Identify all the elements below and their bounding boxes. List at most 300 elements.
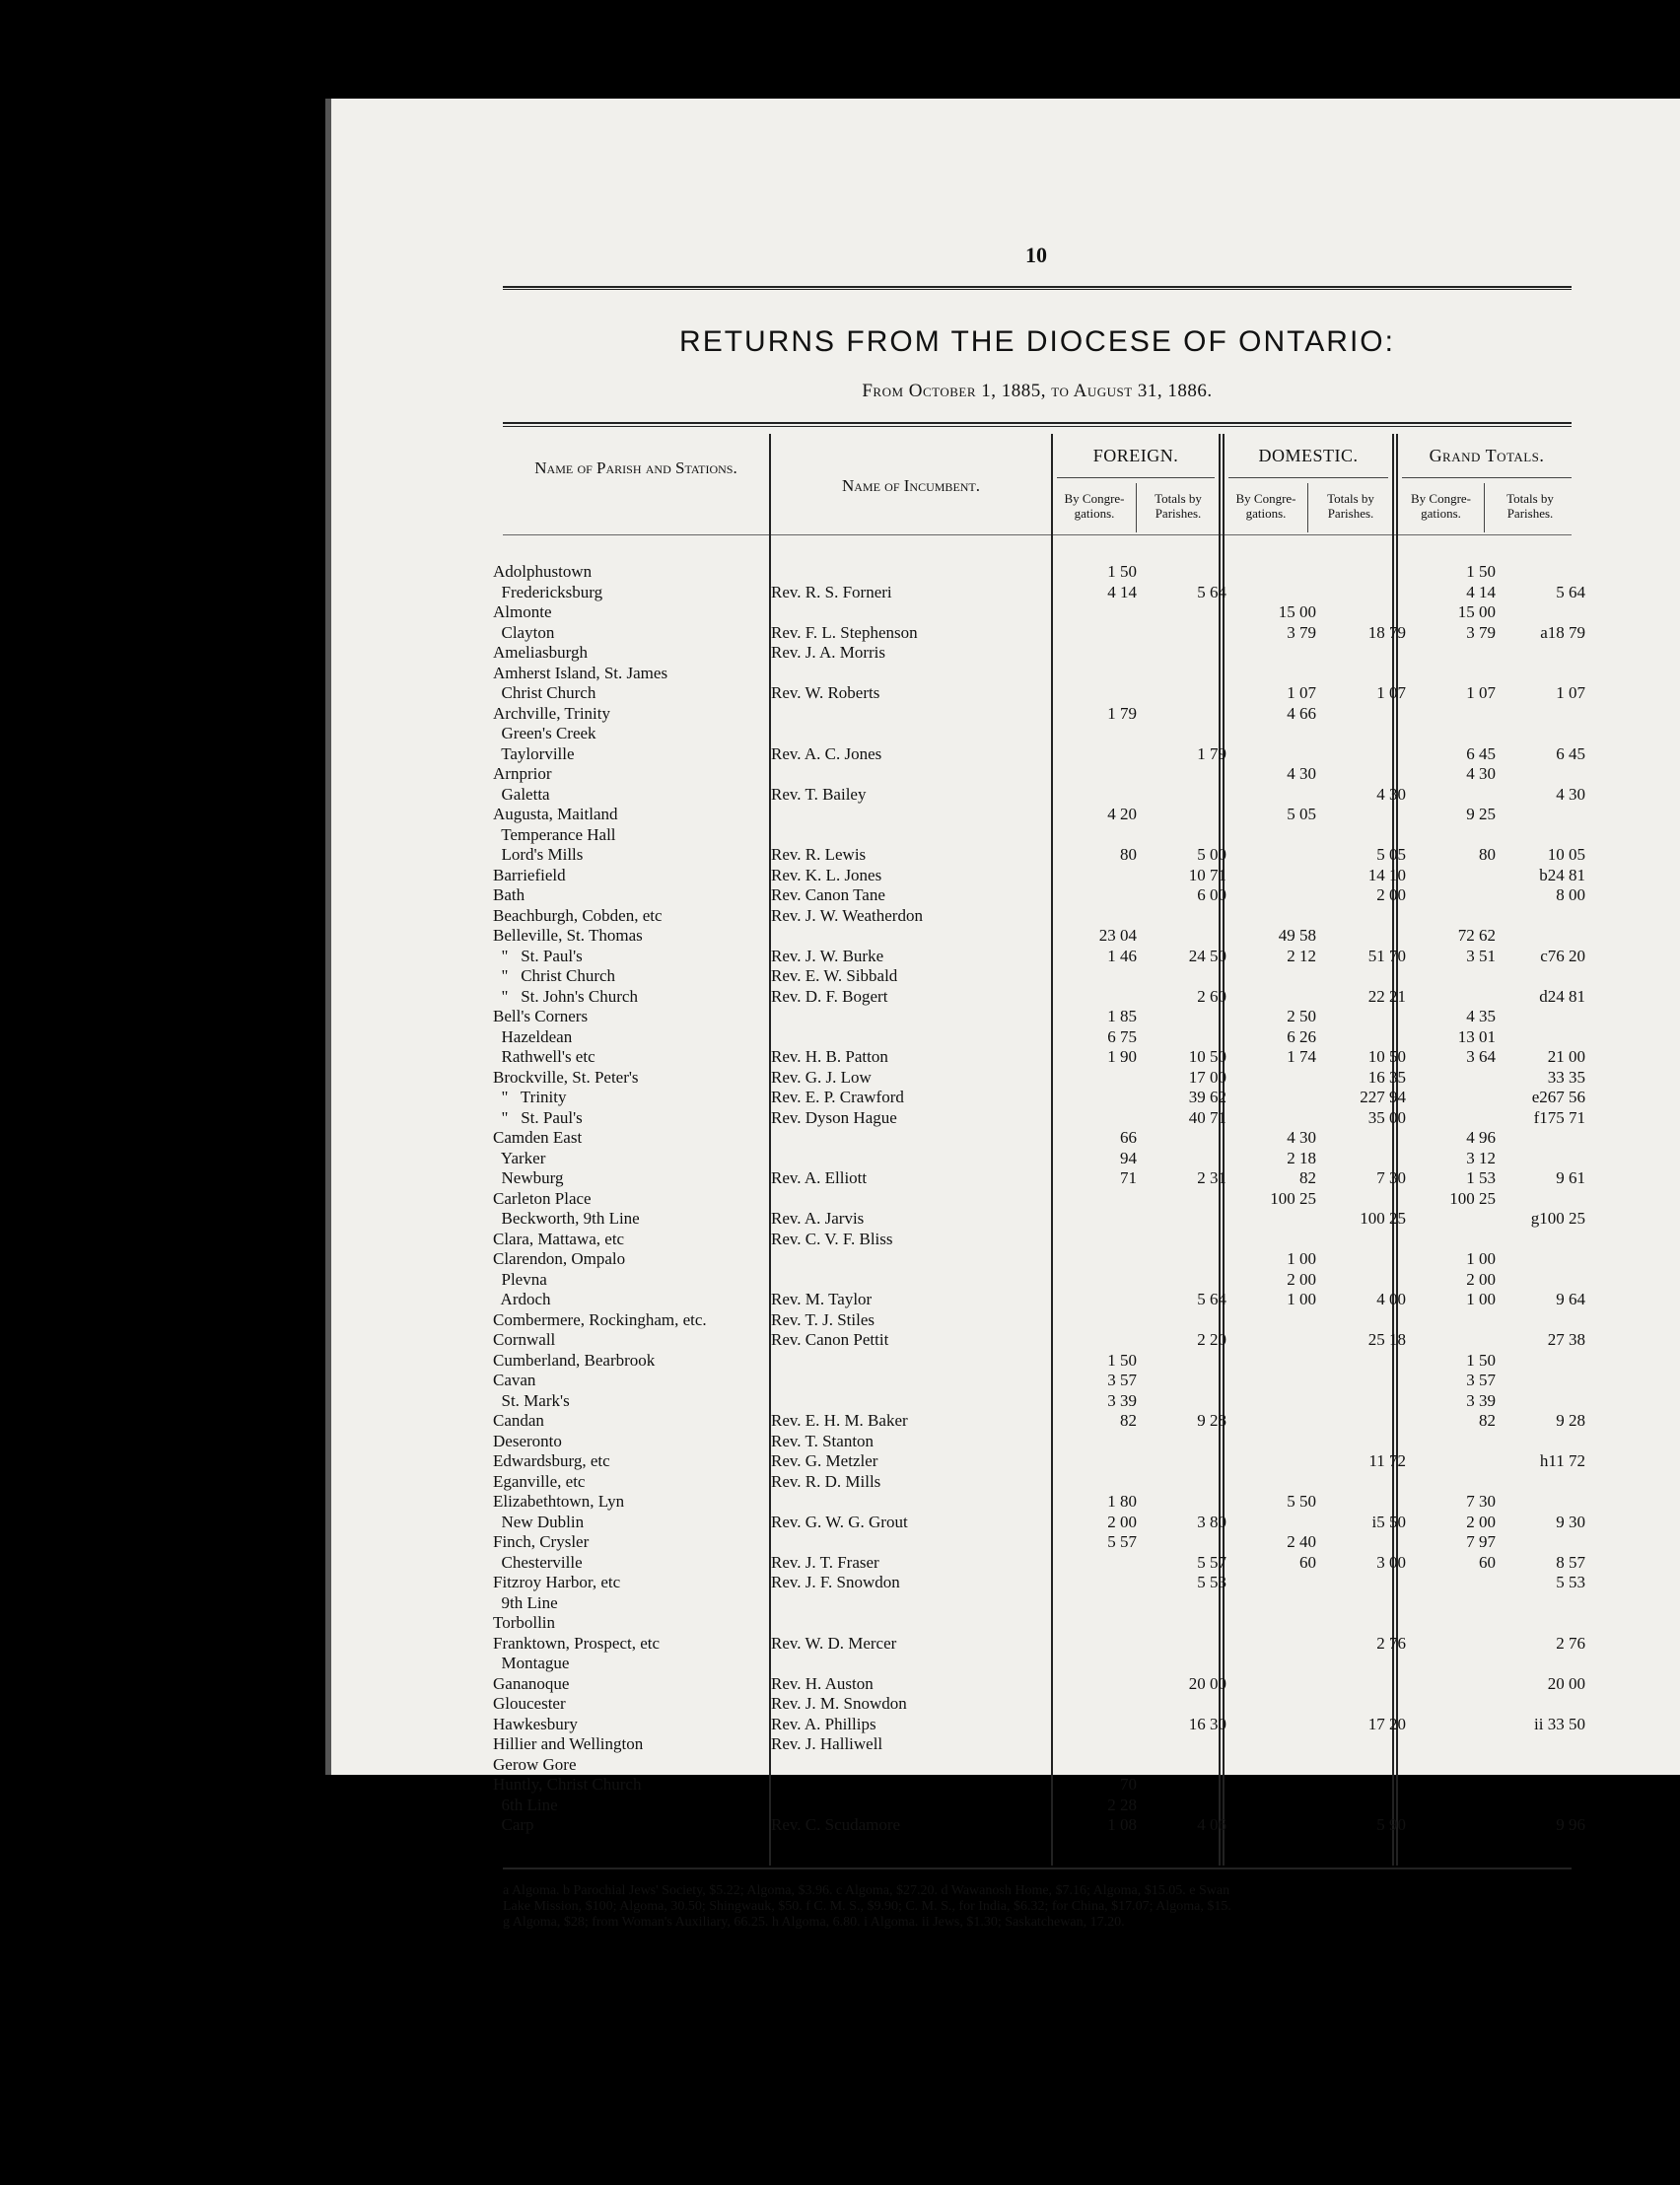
- foreign-by-congregation-cell: 1 50: [1107, 562, 1137, 581]
- table-row: [493, 1674, 1591, 1695]
- domestic-total-cell: [1322, 1371, 1412, 1391]
- parish-name-cell: " Christ Church: [493, 966, 616, 985]
- domestic-total-cell: [1322, 1411, 1412, 1432]
- incumbent-name-cell: Rev. T. J. Stiles: [771, 1309, 875, 1329]
- domestic-total-cell: 35 00: [1367, 1107, 1406, 1127]
- parish-name-cell: Carp: [493, 1815, 534, 1834]
- parish-name-cell: Finch, Crysler: [493, 1532, 590, 1551]
- grand-by-congregation-cell: [1412, 1209, 1502, 1230]
- parish-name-cell: 9th Line: [493, 1592, 558, 1612]
- incumbent-name-cell: [767, 1189, 1053, 1210]
- grand-total-cell: [1502, 906, 1591, 927]
- foreign-by-congregation-cell: [1053, 1755, 1143, 1776]
- incumbent-name-cell: [767, 1351, 1053, 1372]
- domestic-total-cell: 7 30: [1376, 1168, 1406, 1187]
- grand-total-cell: 1 07: [1556, 683, 1585, 702]
- grand-total-cell: [1502, 1230, 1591, 1250]
- grand-total-cell: 4 30: [1556, 784, 1585, 804]
- domestic-total-cell: 17 20: [1367, 1714, 1406, 1733]
- table-row: [493, 1553, 1591, 1574]
- table-row: [493, 785, 1591, 806]
- incumbent-name-cell: [767, 1796, 1053, 1816]
- table-row: [493, 1047, 1591, 1068]
- header-incumbent: Name of Incumbent.: [841, 476, 981, 495]
- grand-total-cell: [1502, 1007, 1591, 1027]
- domestic-total-cell: [1322, 562, 1412, 583]
- grand-total-cell: [1502, 1128, 1591, 1149]
- parish-name-cell: Lord's Mills: [493, 845, 584, 864]
- foreign-by-congregation-cell: 80: [1120, 845, 1137, 864]
- grand-by-congregation-cell: [1412, 1230, 1502, 1250]
- foreign-total-cell: [1143, 1492, 1232, 1513]
- grand-by-congregation-cell: [1412, 724, 1502, 744]
- domestic-total-cell: [1322, 1432, 1412, 1452]
- grand-by-congregation-cell: 1 07: [1466, 683, 1496, 702]
- incumbent-name-cell: Rev. A. Jarvis: [771, 1209, 865, 1228]
- foreign-total-cell: 1 79: [1197, 743, 1226, 763]
- foreign-by-congregation-cell: 6 75: [1107, 1026, 1137, 1046]
- parish-name-cell: Elizabethtown, Lyn: [493, 1492, 625, 1511]
- domestic-total-cell: 2 00: [1376, 885, 1406, 904]
- domestic-by-congregation-cell: [1232, 643, 1322, 664]
- foreign-total-cell: [1143, 1634, 1232, 1655]
- table-row: [493, 987, 1591, 1008]
- grand-by-congregation-cell: [1412, 825, 1502, 846]
- grand-total-cell: [1502, 1149, 1591, 1169]
- domestic-by-congregation-cell: [1232, 1209, 1322, 1230]
- foreign-total-cell: 5 64: [1197, 582, 1226, 601]
- foreign-by-congregation-cell: 66: [1120, 1128, 1137, 1147]
- grand-total-cell: [1502, 602, 1591, 623]
- header-foreign-totals: Totals by Parishes.: [1155, 491, 1202, 521]
- foreign-by-congregation-cell: [1053, 1634, 1143, 1655]
- domestic-by-congregation-cell: [1232, 1593, 1322, 1614]
- foreign-by-congregation-cell: 70: [1120, 1775, 1137, 1794]
- foreign-total-cell: [1143, 1371, 1232, 1391]
- grand-total-cell: g100 25: [1530, 1209, 1585, 1228]
- domestic-total-cell: [1322, 704, 1412, 725]
- domestic-total-cell: 16 35: [1367, 1067, 1406, 1087]
- parish-name-cell: Cavan: [493, 1371, 536, 1389]
- incumbent-name-cell: Rev. T. Stanton: [771, 1431, 875, 1450]
- foreign-total-cell: 17 00: [1188, 1067, 1226, 1087]
- incumbent-name-cell: [767, 1775, 1053, 1796]
- domestic-total-cell: [1322, 724, 1412, 744]
- foreign-by-congregation-cell: [1053, 1189, 1143, 1210]
- domestic-total-cell: [1322, 1027, 1412, 1048]
- foreign-total-cell: 24 50: [1188, 946, 1226, 965]
- incumbent-name-cell: [767, 1007, 1053, 1027]
- domestic-by-congregation-cell: [1232, 1108, 1322, 1129]
- grand-by-congregation-cell: 9 25: [1466, 805, 1496, 823]
- incumbent-name-cell: Rev. F. L. Stephenson: [771, 622, 918, 642]
- foreign-total-cell: [1143, 1128, 1232, 1149]
- domestic-by-congregation-cell: [1232, 1755, 1322, 1776]
- grand-by-congregation-cell: 4 30: [1466, 764, 1496, 783]
- table-row: [493, 885, 1591, 906]
- domestic-by-congregation-cell: [1232, 1230, 1322, 1250]
- incumbent-name-cell: Rev. W. Roberts: [771, 683, 880, 702]
- header-domestic-totals: Totals by Parishes.: [1327, 491, 1374, 521]
- foreign-total-cell: [1143, 1734, 1232, 1755]
- page-number: 10: [1025, 243, 1047, 267]
- domestic-by-congregation-cell: [1232, 1411, 1322, 1432]
- incumbent-name-cell: Rev. C. Scudamore: [771, 1815, 901, 1834]
- grand-by-congregation-cell: [1412, 1694, 1502, 1715]
- incumbent-name-cell: Rev. H. B. Patton: [771, 1047, 888, 1066]
- grand-by-congregation-cell: [1412, 643, 1502, 664]
- table-row: [493, 764, 1591, 785]
- foreign-by-congregation-cell: [1053, 1330, 1143, 1351]
- foreign-total-cell: [1143, 785, 1232, 806]
- domestic-total-cell: 22 21: [1367, 986, 1406, 1006]
- parish-name-cell: Belleville, St. Thomas: [493, 926, 643, 945]
- foreign-by-congregation-cell: [1053, 1553, 1143, 1574]
- foreign-by-congregation-cell: [1053, 1310, 1143, 1331]
- table-row: [493, 1330, 1591, 1351]
- incumbent-name-cell: [767, 1371, 1053, 1391]
- domestic-by-congregation-cell: [1232, 1573, 1322, 1593]
- domestic-total-cell: 18 79: [1367, 622, 1406, 642]
- grand-by-congregation-cell: 1 00: [1466, 1249, 1496, 1268]
- domestic-total-cell: 51 70: [1367, 946, 1406, 965]
- foreign-total-cell: [1143, 906, 1232, 927]
- foreign-total-cell: [1143, 1149, 1232, 1169]
- foreign-total-cell: [1143, 1613, 1232, 1634]
- domestic-total-cell: i5 50: [1371, 1512, 1406, 1531]
- table-row: [493, 1168, 1591, 1189]
- incumbent-name-cell: Rev. J. A. Morris: [771, 643, 886, 662]
- foreign-by-congregation-cell: 1 50: [1107, 1350, 1137, 1370]
- parish-name-cell: Fitzroy Harbor, etc: [493, 1573, 621, 1591]
- grand-by-congregation-cell: [1412, 1310, 1502, 1331]
- domestic-by-congregation-cell: [1232, 1371, 1322, 1391]
- grand-by-congregation-cell: [1412, 1654, 1502, 1674]
- foreign-by-congregation-cell: [1053, 623, 1143, 644]
- table-row: [493, 1290, 1591, 1310]
- foreign-by-congregation-cell: 5 57: [1107, 1532, 1137, 1551]
- parish-name-cell: Hawkesbury: [493, 1714, 578, 1733]
- table-row: [493, 1815, 1591, 1836]
- grand-by-congregation-cell: [1412, 664, 1502, 684]
- incumbent-name-cell: Rev. J. Halliwell: [771, 1734, 883, 1753]
- parish-name-cell: Franktown, Prospect, etc: [493, 1633, 661, 1653]
- incumbent-name-cell: Rev. Canon Pettit: [771, 1330, 889, 1349]
- domestic-by-congregation-cell: [1232, 583, 1322, 603]
- domestic-by-congregation-cell: [1232, 785, 1322, 806]
- domestic-total-cell: 14 10: [1367, 865, 1406, 884]
- grand-by-congregation-cell: 6 45: [1466, 743, 1496, 763]
- parish-name-cell: Temperance Hall: [493, 824, 616, 844]
- domestic-total-cell: 3 00: [1376, 1552, 1406, 1572]
- incumbent-name-cell: Rev. Canon Tane: [771, 885, 885, 904]
- table-row: [493, 1775, 1591, 1796]
- incumbent-name-cell: Rev. R. S. Forneri: [771, 582, 892, 601]
- domestic-total-cell: [1322, 1351, 1412, 1372]
- grand-by-congregation-cell: [1412, 1755, 1502, 1776]
- incumbent-name-cell: Rev. G. J. Low: [771, 1067, 872, 1087]
- domestic-by-congregation-cell: 2 18: [1287, 1148, 1316, 1167]
- incumbent-name-cell: Rev. J. W. Burke: [771, 946, 884, 965]
- foreign-total-cell: [1143, 1532, 1232, 1553]
- grand-total-cell: a18 79: [1540, 622, 1585, 642]
- grand-total-cell: 33 35: [1547, 1067, 1585, 1087]
- grand-total-cell: e267 56: [1531, 1088, 1585, 1106]
- domestic-by-congregation-cell: [1232, 664, 1322, 684]
- grand-total-cell: 9 64: [1556, 1290, 1585, 1308]
- table-row: [493, 1108, 1591, 1129]
- foreign-total-cell: [1143, 623, 1232, 644]
- domestic-total-cell: [1322, 926, 1412, 947]
- footnote-line: Lake Mission, $100; Algoma, 30.50; Shingwauk, $50. f C. M. S., $9.90; C. M. S., for India, $6.32; for China, $17.07; Algoma, $15.: [503, 1899, 1231, 1914]
- grand-by-congregation-cell: 1 50: [1466, 1350, 1496, 1370]
- foreign-by-congregation-cell: 3 39: [1107, 1390, 1137, 1410]
- parish-name-cell: Montague: [493, 1654, 570, 1672]
- domestic-total-cell: [1322, 1593, 1412, 1614]
- foreign-by-congregation-cell: [1053, 683, 1143, 704]
- top-rule-thin: [503, 289, 1572, 290]
- foreign-total-cell: 40 71: [1188, 1107, 1226, 1127]
- foreign-by-congregation-cell: 2 00: [1107, 1512, 1137, 1531]
- table-row: [493, 906, 1591, 927]
- grand-total-cell: 8 00: [1556, 885, 1585, 904]
- table-row: [493, 1411, 1591, 1432]
- domestic-by-congregation-cell: 2 12: [1287, 946, 1316, 965]
- foreign-by-congregation-cell: [1053, 1209, 1143, 1230]
- domestic-by-congregation-cell: 15 00: [1278, 602, 1316, 621]
- incumbent-name-cell: Rev. E. H. M. Baker: [771, 1411, 908, 1430]
- foreign-total-cell: [1143, 683, 1232, 704]
- table-row: [493, 562, 1591, 583]
- domestic-total-cell: [1322, 825, 1412, 846]
- table-row: [493, 683, 1591, 704]
- foreign-total-cell: [1143, 926, 1232, 947]
- foreign-total-cell: [1143, 1755, 1232, 1776]
- grand-total-cell: [1502, 1371, 1591, 1391]
- foreign-total-cell: [1143, 1472, 1232, 1493]
- domestic-by-congregation-cell: 2 50: [1287, 1007, 1316, 1025]
- grand-total-cell: [1502, 643, 1591, 664]
- domestic-total-cell: [1322, 1007, 1412, 1027]
- domestic-total-cell: [1322, 744, 1412, 765]
- foreign-by-congregation-cell: [1053, 987, 1143, 1008]
- grand-by-congregation-cell: [1412, 1088, 1502, 1108]
- domestic-by-congregation-cell: [1232, 1088, 1322, 1108]
- foreign-total-cell: 10 71: [1188, 865, 1226, 884]
- incumbent-name-cell: Rev. A. Elliott: [771, 1168, 868, 1187]
- incumbent-name-cell: [767, 704, 1053, 725]
- foreign-by-congregation-cell: [1053, 1613, 1143, 1634]
- foreign-total-cell: [1143, 805, 1232, 825]
- incumbent-name-cell: Rev. W. D. Mercer: [771, 1633, 897, 1653]
- table-row: [493, 704, 1591, 725]
- grand-total-cell: [1502, 825, 1591, 846]
- footnotes: [503, 1883, 1577, 1931]
- incumbent-name-cell: Rev. K. L. Jones: [771, 865, 882, 884]
- foreign-total-cell: [1143, 1310, 1232, 1331]
- domestic-total-cell: [1322, 1492, 1412, 1513]
- domestic-by-congregation-cell: [1232, 724, 1322, 744]
- grand-total-cell: [1502, 1432, 1591, 1452]
- incumbent-name-cell: Rev. R. D. Mills: [771, 1471, 881, 1491]
- foreign-total-cell: [1143, 1654, 1232, 1674]
- domestic-by-congregation-cell: [1232, 1674, 1322, 1695]
- grand-by-congregation-cell: [1412, 885, 1502, 906]
- domestic-total-cell: [1322, 1249, 1412, 1270]
- domestic-total-cell: [1322, 1674, 1412, 1695]
- parish-name-cell: Amherst Island, St. James: [493, 663, 668, 682]
- domestic-total-cell: [1322, 1149, 1412, 1169]
- table-row: [493, 1451, 1591, 1472]
- domestic-by-congregation-cell: [1232, 1815, 1322, 1836]
- grand-by-congregation-cell: [1412, 987, 1502, 1008]
- domestic-by-congregation-cell: 1 00: [1287, 1249, 1316, 1268]
- grand-total-cell: [1502, 1613, 1591, 1634]
- table-row: [493, 1249, 1591, 1270]
- foreign-total-cell: [1143, 1432, 1232, 1452]
- incumbent-name-cell: [767, 602, 1053, 623]
- domestic-total-cell: [1322, 1734, 1412, 1755]
- domestic-total-cell: 4 00: [1376, 1290, 1406, 1308]
- grand-total-cell: ii 33 50: [1534, 1714, 1585, 1733]
- foreign-total-cell: [1143, 1593, 1232, 1614]
- incumbent-name-cell: Rev. R. Lewis: [771, 845, 867, 864]
- foreign-by-congregation-cell: 4 14: [1107, 582, 1137, 601]
- foreign-total-cell: [1143, 764, 1232, 785]
- parish-name-cell: Bell's Corners: [493, 1007, 589, 1025]
- domestic-total-cell: [1322, 1654, 1412, 1674]
- parish-name-cell: Candan: [493, 1411, 544, 1430]
- foreign-by-congregation-cell: 1 08: [1107, 1815, 1137, 1834]
- parish-name-cell: Ameliasburgh: [493, 643, 589, 662]
- grand-by-congregation-cell: 3 57: [1466, 1371, 1496, 1389]
- foreign-by-congregation-cell: [1053, 785, 1143, 806]
- domestic-total-cell: [1322, 1532, 1412, 1553]
- foreign-total-cell: [1143, 602, 1232, 623]
- parish-name-cell: Archville, Trinity: [493, 703, 611, 723]
- domestic-total-cell: [1322, 1230, 1412, 1250]
- domestic-total-cell: [1322, 1573, 1412, 1593]
- domestic-by-congregation-cell: [1232, 1513, 1322, 1533]
- incumbent-name-cell: [767, 724, 1053, 744]
- incumbent-name-cell: Rev. A. C. Jones: [771, 743, 882, 763]
- grand-by-congregation-cell: [1412, 1815, 1502, 1836]
- grand-total-cell: [1502, 1249, 1591, 1270]
- foreign-by-congregation-cell: [1053, 1654, 1143, 1674]
- domestic-by-congregation-cell: [1232, 1068, 1322, 1089]
- domestic-by-congregation-cell: 5 50: [1287, 1492, 1316, 1511]
- incumbent-name-cell: [767, 664, 1053, 684]
- domestic-by-congregation-cell: 1 00: [1287, 1290, 1316, 1308]
- grand-by-congregation-cell: 1 53: [1466, 1168, 1496, 1187]
- grand-total-cell: [1502, 1654, 1591, 1674]
- incumbent-name-cell: Rev. H. Auston: [771, 1673, 874, 1693]
- domestic-by-congregation-cell: [1232, 1654, 1322, 1674]
- grand-by-congregation-cell: [1412, 1613, 1502, 1634]
- parish-name-cell: Clayton: [493, 622, 555, 642]
- incumbent-name-cell: Rev. G. W. G. Grout: [771, 1512, 908, 1531]
- domestic-by-congregation-cell: 5 05: [1287, 805, 1316, 823]
- table-row: [493, 1593, 1591, 1614]
- parish-name-cell: Cumberland, Bearbrook: [493, 1350, 656, 1370]
- table-row: [493, 805, 1591, 825]
- grand-total-cell: [1502, 1532, 1591, 1553]
- header-domestic: DOMESTIC.: [1258, 446, 1359, 465]
- foreign-total-cell: [1143, 1775, 1232, 1796]
- parish-name-cell: " St. John's Church: [493, 986, 638, 1006]
- table-row: [493, 602, 1591, 623]
- grand-total-cell: [1502, 704, 1591, 725]
- foreign-total-cell: 2 31: [1197, 1168, 1226, 1187]
- grand-by-congregation-cell: [1412, 1573, 1502, 1593]
- incumbent-name-cell: Rev. J. M. Snowdon: [771, 1694, 907, 1713]
- grand-by-congregation-cell: 4 96: [1466, 1128, 1496, 1147]
- incumbent-name-cell: [767, 1755, 1053, 1776]
- domestic-by-congregation-cell: 2 40: [1287, 1532, 1316, 1551]
- grand-by-congregation-cell: [1412, 1674, 1502, 1695]
- table-row: [493, 1371, 1591, 1391]
- domestic-total-cell: [1322, 1270, 1412, 1291]
- incumbent-name-cell: [767, 805, 1053, 825]
- foreign-by-congregation-cell: [1053, 1674, 1143, 1695]
- table-row: [493, 1755, 1591, 1776]
- grand-total-cell: 9 61: [1556, 1168, 1585, 1187]
- foreign-total-cell: [1143, 1351, 1232, 1372]
- domestic-by-congregation-cell: [1232, 845, 1322, 866]
- table-row: [493, 1270, 1591, 1291]
- grand-underline: [1402, 477, 1572, 478]
- header-domestic-by-congregations: By Congre-gations.: [1235, 491, 1296, 521]
- grand-total-cell: b24 81: [1539, 865, 1585, 884]
- foreign-by-congregation-cell: [1053, 1290, 1143, 1310]
- domestic-by-congregation-cell: [1232, 1330, 1322, 1351]
- table-row: [493, 1351, 1591, 1372]
- grand-by-congregation-cell: 7 30: [1466, 1492, 1496, 1511]
- grand-by-congregation-cell: 7 97: [1466, 1532, 1496, 1551]
- incumbent-name-cell: [767, 1492, 1053, 1513]
- table-row: [493, 1734, 1591, 1755]
- domestic-by-congregation-cell: 100 25: [1270, 1188, 1316, 1208]
- domestic-total-cell: 5 05: [1376, 845, 1406, 864]
- foreign-total-cell: 16 30: [1188, 1714, 1226, 1733]
- domestic-total-cell: 1 07: [1376, 683, 1406, 702]
- incumbent-name-cell: Rev. T. Bailey: [771, 784, 867, 804]
- foreign-by-congregation-cell: 1 80: [1107, 1492, 1137, 1511]
- foreign-total-cell: [1143, 1027, 1232, 1048]
- foreign-total-cell: [1143, 966, 1232, 987]
- domestic-by-congregation-cell: [1232, 1715, 1322, 1735]
- parish-name-cell: Plevna: [493, 1269, 547, 1289]
- grand-by-congregation-cell: [1412, 1775, 1502, 1796]
- foreign-total-cell: 5 00: [1197, 845, 1226, 864]
- parish-name-cell: Beckworth, 9th Line: [493, 1209, 640, 1228]
- parish-name-cell: Arnprior: [493, 764, 552, 783]
- foreign-by-congregation-cell: 71: [1120, 1168, 1137, 1187]
- grand-by-congregation-cell: 4 14: [1466, 582, 1496, 601]
- table-row: [493, 1694, 1591, 1715]
- foreign-total-cell: 5 64: [1197, 1290, 1226, 1308]
- domestic-total-cell: [1322, 906, 1412, 927]
- foreign-total-cell: 5 57: [1197, 1552, 1226, 1572]
- parish-name-cell: Hillier and Wellington: [493, 1734, 644, 1753]
- domestic-by-congregation-cell: [1232, 966, 1322, 987]
- foreign-total-cell: [1143, 562, 1232, 583]
- parish-name-cell: Ardoch: [493, 1290, 551, 1308]
- incumbent-name-cell: Rev. M. Taylor: [771, 1290, 873, 1308]
- foreign-total-cell: [1143, 1270, 1232, 1291]
- grand-by-congregation-cell: [1412, 1715, 1502, 1735]
- grand-by-congregation-cell: [1412, 1451, 1502, 1472]
